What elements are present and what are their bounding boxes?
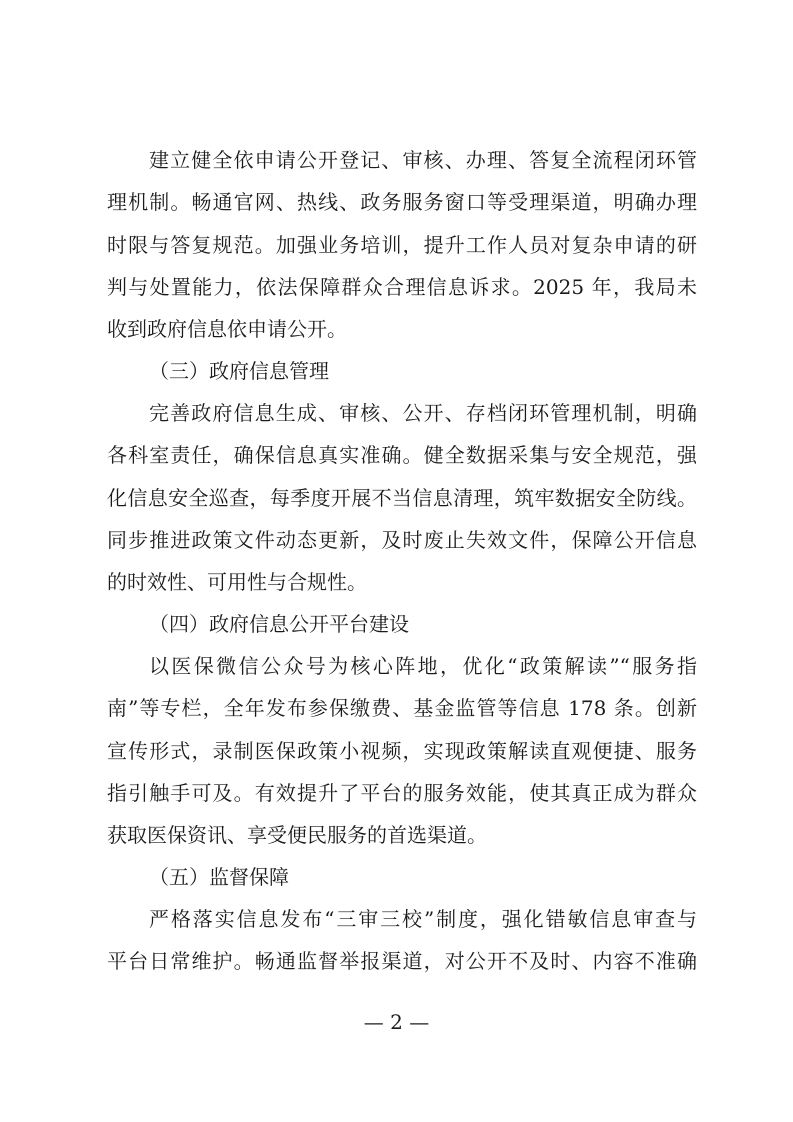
- paragraph-line: 严格落实信息发布“三审三校”制度，强化错敏信息审查与: [149, 907, 697, 931]
- paragraph-line: 以医保微信公众号为核心阵地，优化“政策解读”“服务指: [149, 654, 697, 678]
- paragraph-line: 时限与答复规范。加强业务培训，提升工作人员对复杂申请的研: [107, 233, 697, 257]
- paragraph-line: 收到政府信息依申请公开。: [107, 317, 347, 341]
- paragraph-line: 理机制。畅通官网、热线、政务服务窗口等受理渠道，明确办理: [107, 190, 697, 214]
- page-number: — 2 —: [363, 1010, 430, 1034]
- paragraph-line: 南”等专栏，全年发布参保缴费、基金监管等信息 178 条。创新: [107, 696, 697, 720]
- paragraph-line: 同步推进政策文件动态更新，及时废止失效文件，保障公开信息: [107, 528, 697, 552]
- paragraph-line: 指引触手可及。有效提升了平台的服务效能，使其真正成为群众: [107, 781, 697, 805]
- paragraph-line: 完善政府信息生成、审核、公开、存档闭环管理机制，明确: [149, 401, 697, 425]
- paragraph-line: 化信息安全巡查，每季度开展不当信息清理，筑牢数据安全防线。: [107, 486, 697, 510]
- section-heading-5: （五）监督保障: [149, 865, 289, 889]
- paragraph-line: 的时效性、可用性与合规性。: [107, 570, 367, 594]
- paragraph-line: 获取医保资讯、享受便民服务的首选渠道。: [107, 823, 487, 847]
- section-heading-3: （三）政府信息管理: [149, 359, 329, 383]
- paragraph-line: 平台日常维护。畅通监督举报渠道，对公开不及时、内容不准确: [107, 949, 697, 973]
- paragraph-line: 建立健全依申请公开登记、审核、办理、答复全流程闭环管: [149, 148, 697, 172]
- paragraph-line: 宣传形式，录制医保政策小视频，实现政策解读直观便捷、服务: [107, 739, 697, 763]
- paragraph-line: 判与处置能力，依法保障群众合理信息诉求。2025 年，我局未: [107, 275, 697, 299]
- section-heading-4: （四）政府信息公开平台建设: [149, 612, 409, 636]
- paragraph-line: 各科室责任，确保信息真实准确。健全数据采集与安全规范，强: [107, 443, 697, 467]
